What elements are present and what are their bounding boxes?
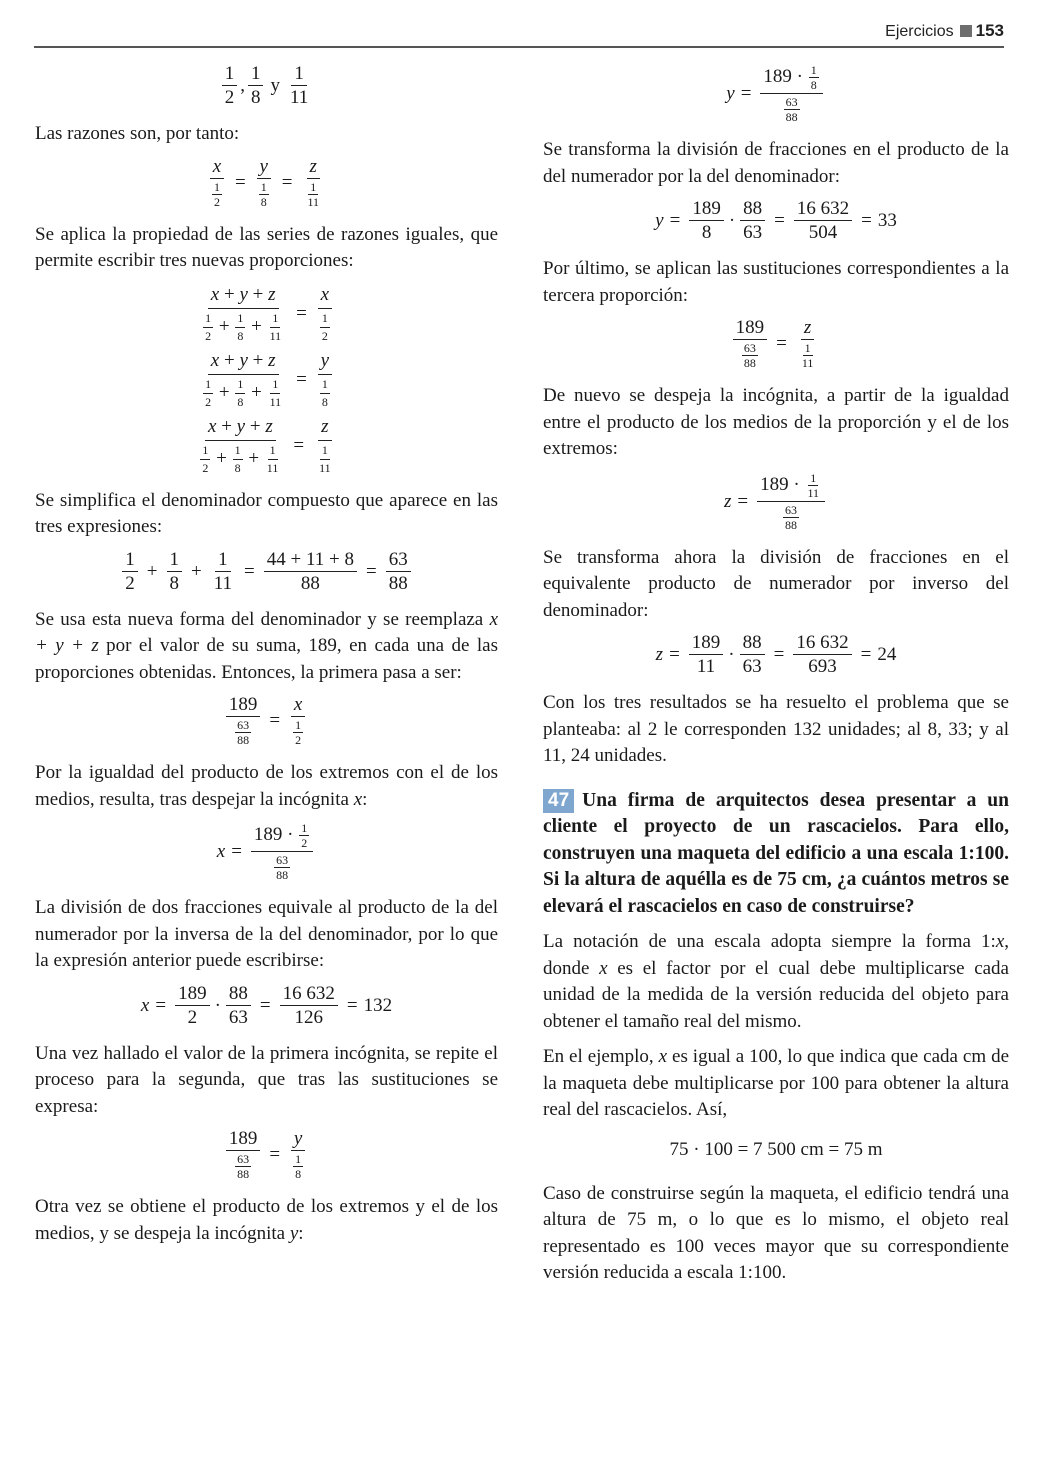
equation-first-proportion: $\frac{189}{\frac{63}{88}}$ = $\frac{x}{\frac{1}{2}}$ xyxy=(35,695,498,746)
page-header xyxy=(34,18,1004,46)
equation-second-proportion: $\frac{189}{\frac{63}{88}}$ = $\frac{y}{\frac{1}{8}}$ xyxy=(35,1129,498,1180)
paragraph: Se usa esta nueva forma del denominador y se reemplaza x + y + z por el valor de su suma, 189, en cada una de las proporciones obtenidas. Entonces, la primera pasa a ser: xyxy=(35,608,498,683)
paragraph: La notación de una escala adopta siempre la forma 1:x, donde x es el factor por el cual debe multiplicarse cada unidad de la medida de la versión reducida del objeto para obtener el tamaño real del mismo. xyxy=(543,931,1009,1032)
equation-y-result: y = $\frac{189}{8}$ · $\frac{88}{63}$ = $\frac{16 632}{504}$ = 33 xyxy=(655,198,897,243)
equation-ratios: $\frac{x}{\frac{1}{2}}$ = $\frac{y}{\frac{1}{8}}$ = $\frac{z}{\frac{1}{11}}$ xyxy=(35,157,498,208)
equation-x-isolated: x = 189 · $\frac{1}{2}$ $\frac{63}{88}$ xyxy=(35,822,498,881)
equation-third-proportion: $\frac{189}{\frac{63}{88}}$ = $\frac{z}{\frac{1}{11}}$ xyxy=(543,318,1009,369)
variable-x: x xyxy=(658,1046,668,1067)
paragraph: Caso de construirse según la maqueta, el edificio tendrá una altura de 75 m, o lo que es lo mismo, el objeto real representado es 100 veces mayor que su correspondiente versión reducida a escala 1:100. xyxy=(543,1182,1009,1283)
paragraph: Se transforma ahora la división de fracciones en el equivalente producto de numerador por inverso del denominador: xyxy=(543,546,1009,621)
paragraph: Se transforma la división de fracciones en el producto de la del numerador por la del denominador: xyxy=(543,139,1009,187)
problem-statement xyxy=(543,788,1009,921)
paragraph: Con los tres resultados se ha resuelto el problema que se planteaba: al 2 le corresponden 132 unidades; al 8, 33; y al 11, 24 unidades. xyxy=(543,692,1009,766)
left-column xyxy=(35,62,498,1256)
equation-z-result: z = $\frac{189}{11}$ · $\frac{88}{63}$ = $\frac{16 632}{693}$ = 24 xyxy=(655,632,897,677)
right-column xyxy=(543,62,1009,1296)
square-bullet-icon xyxy=(960,25,972,37)
page-number: 153 xyxy=(975,21,1004,40)
paragraph: Por la igualdad del producto de los extremos con el de los medios, resulta, tras despejar la incógnita x: xyxy=(35,762,498,810)
equation-x-result: x = $\frac{189}{2}$ · $\frac{88}{63}$ = $\frac{16 632}{126}$ = 132 xyxy=(140,982,393,1028)
paragraph: Otra vez se obtiene el producto de los extremos y el de los medios, y se despeja la incógnita y: xyxy=(35,1196,498,1244)
paragraph: En el ejemplo, x es igual a 100, lo que indica que cada cm de la maqueta debe multiplicarse por 100 para obtener la altura real del rascacielos. Así, xyxy=(543,1046,1009,1120)
equation-y-isolated: y = 189 · $\frac{1}{8}$ $\frac{63}{88}$ xyxy=(543,64,1009,123)
paragraph: La división de dos fracciones equivale al producto de la del numerador por la inversa de la del denominador, por lo que la expresión anterior puede escribirse: xyxy=(35,897,498,971)
running-head xyxy=(885,21,1004,41)
equation-fractions-list: $\frac{1}{2}$ , $\frac{1}{8}$ y $\frac{1}{11}$ xyxy=(35,64,498,107)
section-title: Ejercicios xyxy=(885,23,954,40)
problem-number-badge: 47 xyxy=(543,789,574,813)
paragraph: Se simplifica el denominador compuesto que aparece en las tres expresiones: xyxy=(35,489,498,537)
problem-text: Una firma de arquitectos desea presentar a un cliente el proyecto de un rascacielos. Para ello, construyen una maqueta del edificio a una escala 1:100. Si la altura de aquélla es de 75 cm, ¿a cuántos metros se elevará el rascacielos en caso de construirse? xyxy=(543,789,1009,917)
equation-scale: 75 · 100 = 7 500 cm = 75 m xyxy=(669,1138,883,1160)
paragraph: Se aplica la propiedad de las series de razones iguales, que permite escribir tres nuevas proporciones: xyxy=(35,223,498,271)
paragraph: Por último, se aplican las sustituciones correspondientes a la tercera proporción: xyxy=(543,258,1009,306)
paragraph: Una vez hallado el valor de la primera incógnita, se repite el proceso para la segunda, que tras las sustituciones se expresa: xyxy=(35,1042,498,1117)
equation-three-proportions: x + y + z $\frac{1}{2}$ + $\frac{1}{8}$ + $\frac{1}{11}$ = $\frac{x}{\frac{1}{2}}$ x + y + z $\frac{1}{2}$ + $\frac{1}{8}$ + $\frac{1}{11}$ = $\frac{y}{\frac{1}{8}}$ x + y + z $\frac{1}{2}$ + $\frac{1}{8}$ + $\frac{1}{11}$ = $\frac{z}{\frac{1}{11}}$ xyxy=(202,283,331,475)
header-rule xyxy=(34,46,1004,48)
paragraph: Las razones son, por tanto: xyxy=(35,123,240,144)
equation-denominator-sum: $\frac{1}{2}$ + $\frac{1}{8}$ + $\frac{1}{11}$ = $\frac{44 + 11 + 8}{88}$ = $\frac{63}{88}$ xyxy=(35,550,498,593)
equation-z-isolated: z = 189 · $\frac{1}{11}$ $\frac{63}{88}$ xyxy=(543,472,1009,531)
paragraph: De nuevo se despeja la incógnita, a partir de la igualdad entre el producto de los medios de la proporción y el de los extremos: xyxy=(543,385,1009,459)
